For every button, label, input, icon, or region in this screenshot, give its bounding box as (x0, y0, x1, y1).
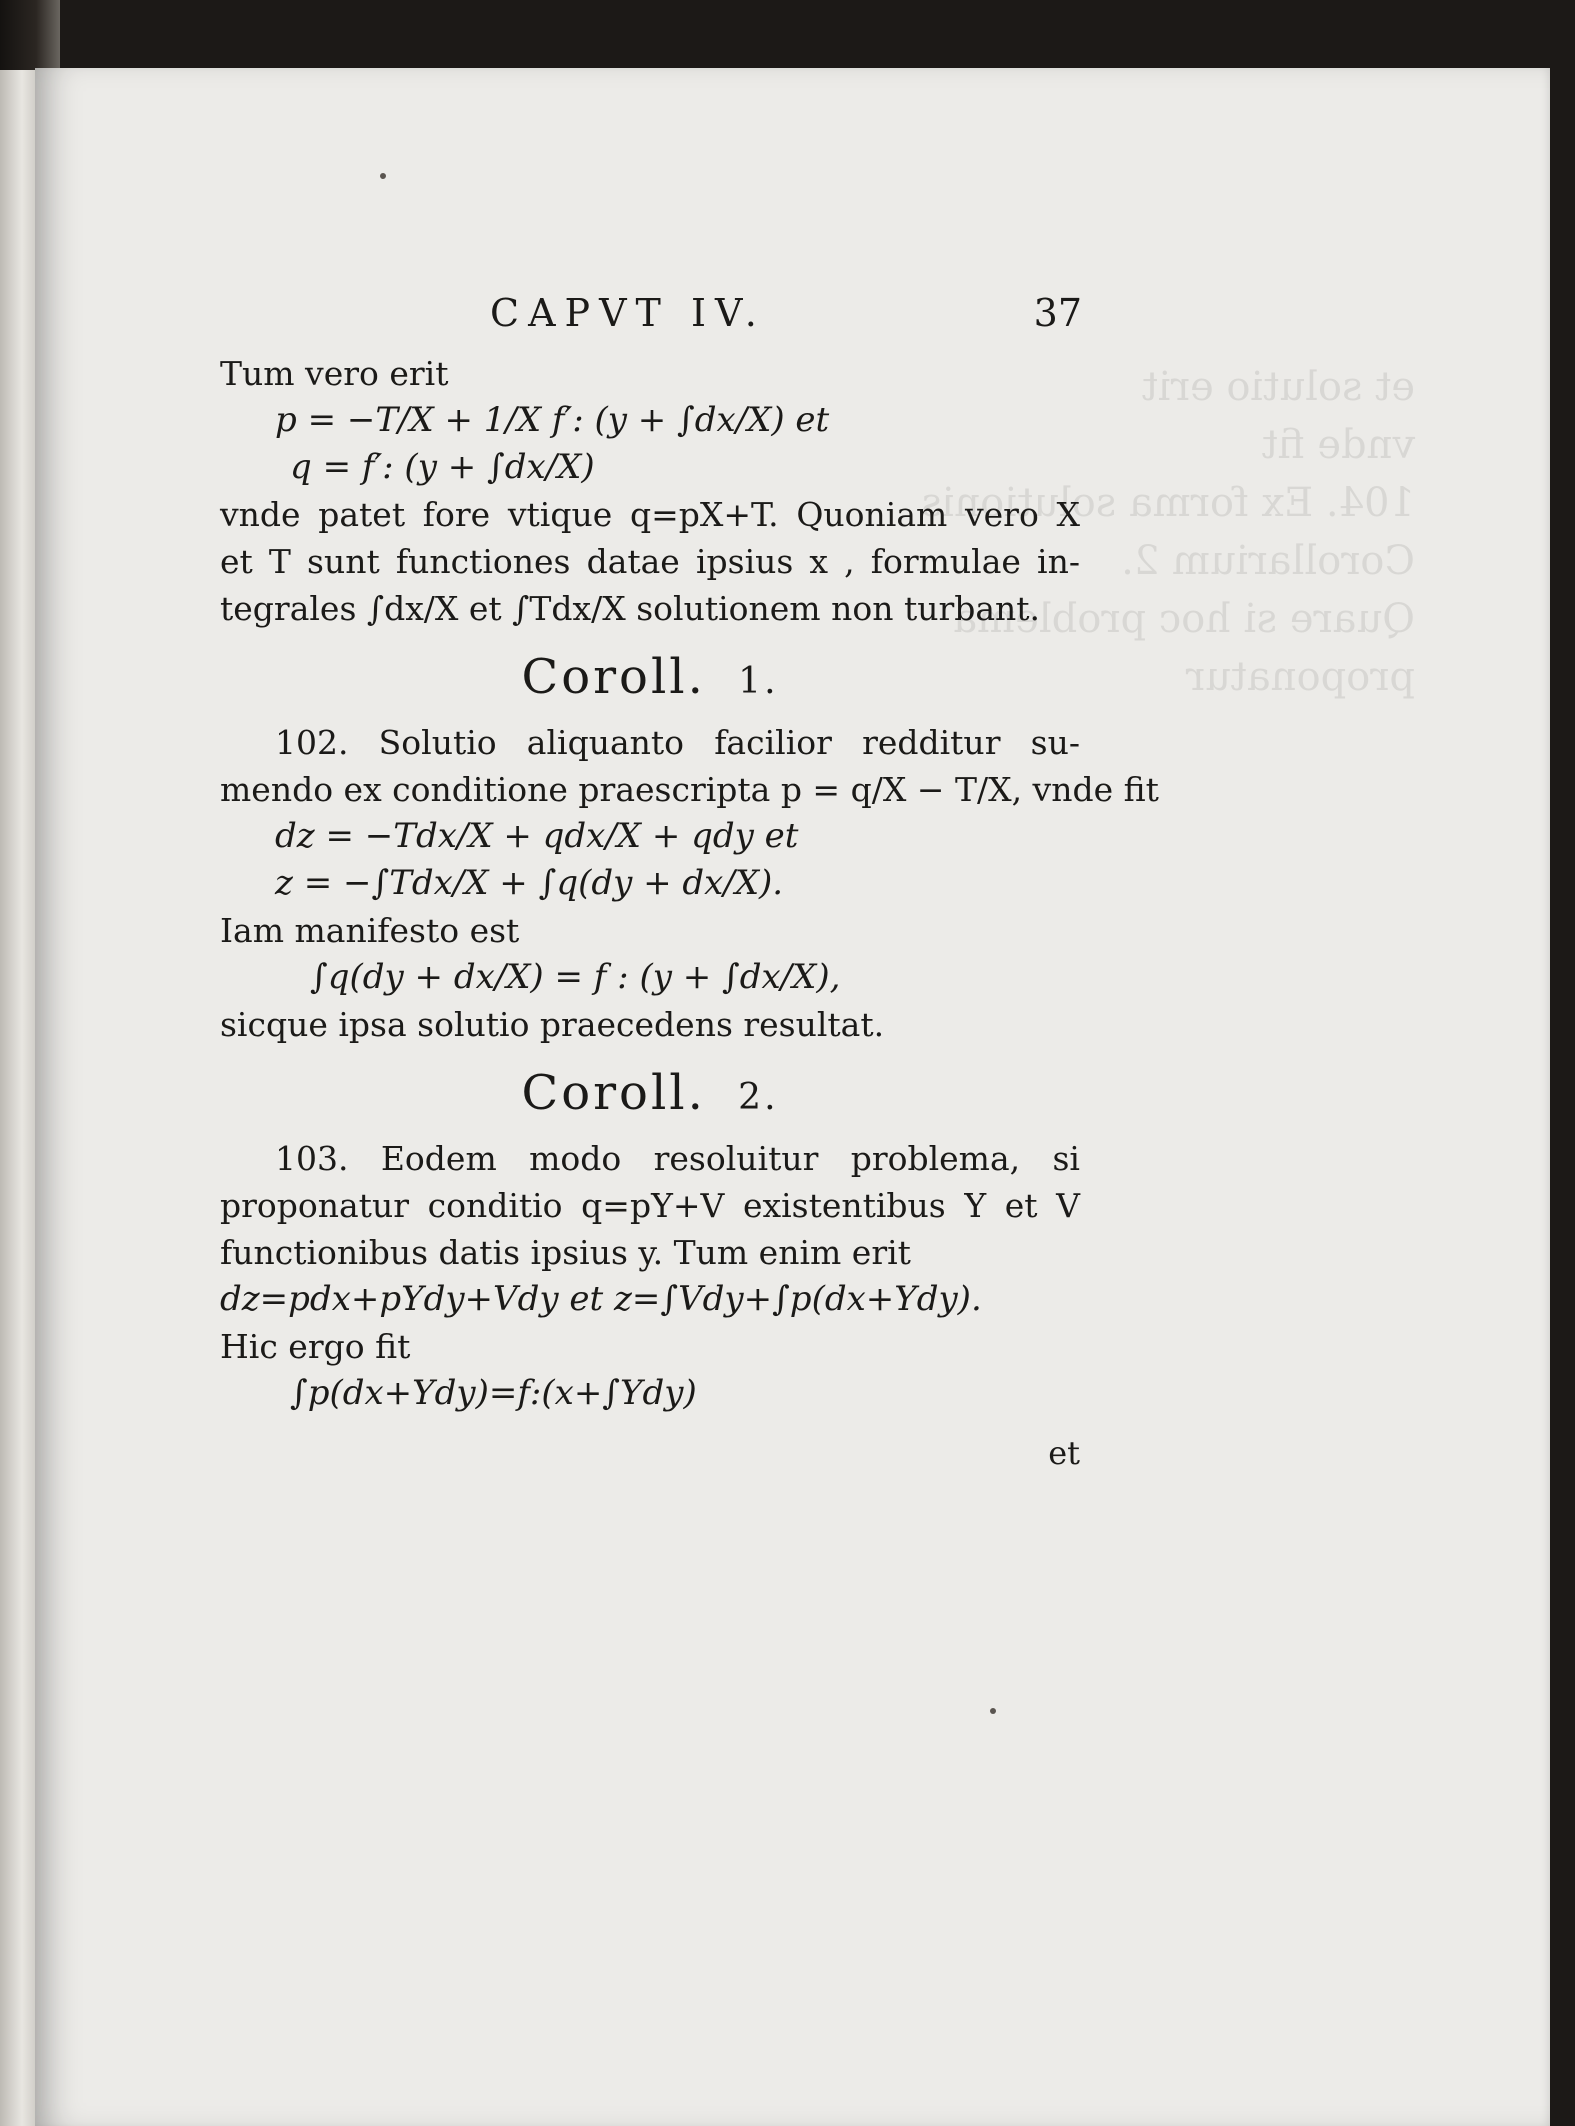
text-line: sicque ipsa solutio praecedens resultat. (220, 1005, 885, 1044)
ink-speck (990, 1708, 996, 1714)
text-line: Hic ergo fit (220, 1327, 411, 1366)
section-heading (220, 1065, 1080, 1121)
page-number: 37 (1033, 291, 1082, 335)
section-heading (220, 649, 1080, 705)
text-line: proponatur conditio q=pY+V existentibus Y et V (220, 1186, 1080, 1225)
formula-line: z = −∫Tdx/X + ∫q(dy + dx/X). (275, 863, 784, 903)
page-text-block (220, 290, 1159, 1472)
bleed-through-text: et solutio erit vnde fit 104. Ex forma solutionis Corollarium 2. Quare si hoc problema proponatur (921, 364, 1415, 700)
chapter-title: CAPVT IV. (490, 291, 766, 335)
section-heading-title: Coroll. (521, 649, 706, 705)
text-line: et T sunt functiones datae ipsius x , formulae in- (220, 542, 1080, 581)
ink-speck (380, 173, 386, 179)
text-line: 102. Solutio aliquanto facilior redditur su- (275, 723, 1080, 762)
text-line: functionibus datis ipsius y. Tum enim erit (220, 1233, 911, 1272)
formula-line: ∫q(dy + dx/X) = f : (y + ∫dx/X), (310, 957, 841, 997)
text-line: mendo ex conditione praescripta p = q/X − T/X, vnde fit (220, 770, 1159, 809)
formula-line: dz = −Tdx/X + qdx/X + qdy et (275, 816, 799, 856)
section-heading-number: 2. (738, 1077, 779, 1118)
formula-line: p = −T/X + 1/X f′: (y + ∫dx/X) et (275, 400, 830, 440)
text-line: tegrales ∫dx/X et ∫Tdx/X solutionem non turbant. (220, 589, 1041, 628)
text-line: Tum vero erit (220, 354, 449, 393)
text-line: Iam manifesto est (220, 911, 520, 950)
formula-line: ∫p(dx+Ydy)=f:(x+∫Ydy) (290, 1373, 697, 1413)
text-line: 103. Eodem modo resoluitur problema, si (275, 1139, 1080, 1178)
formula-line: q = f′: (y + ∫dx/X) (290, 447, 595, 487)
running-head (220, 290, 1080, 350)
section-heading-number: 1. (738, 661, 779, 702)
section-heading-title: Coroll. (521, 1065, 706, 1121)
text-line: vnde patet fore vtique q=pX+T. Quoniam vero X (220, 495, 1080, 534)
formula-line: dz=pdx+pYdy+Vdy et z=∫Vdy+∫p(dx+Ydy). (220, 1279, 982, 1319)
catchword: et (1048, 1434, 1080, 1472)
facing-page-edge (0, 70, 40, 2126)
